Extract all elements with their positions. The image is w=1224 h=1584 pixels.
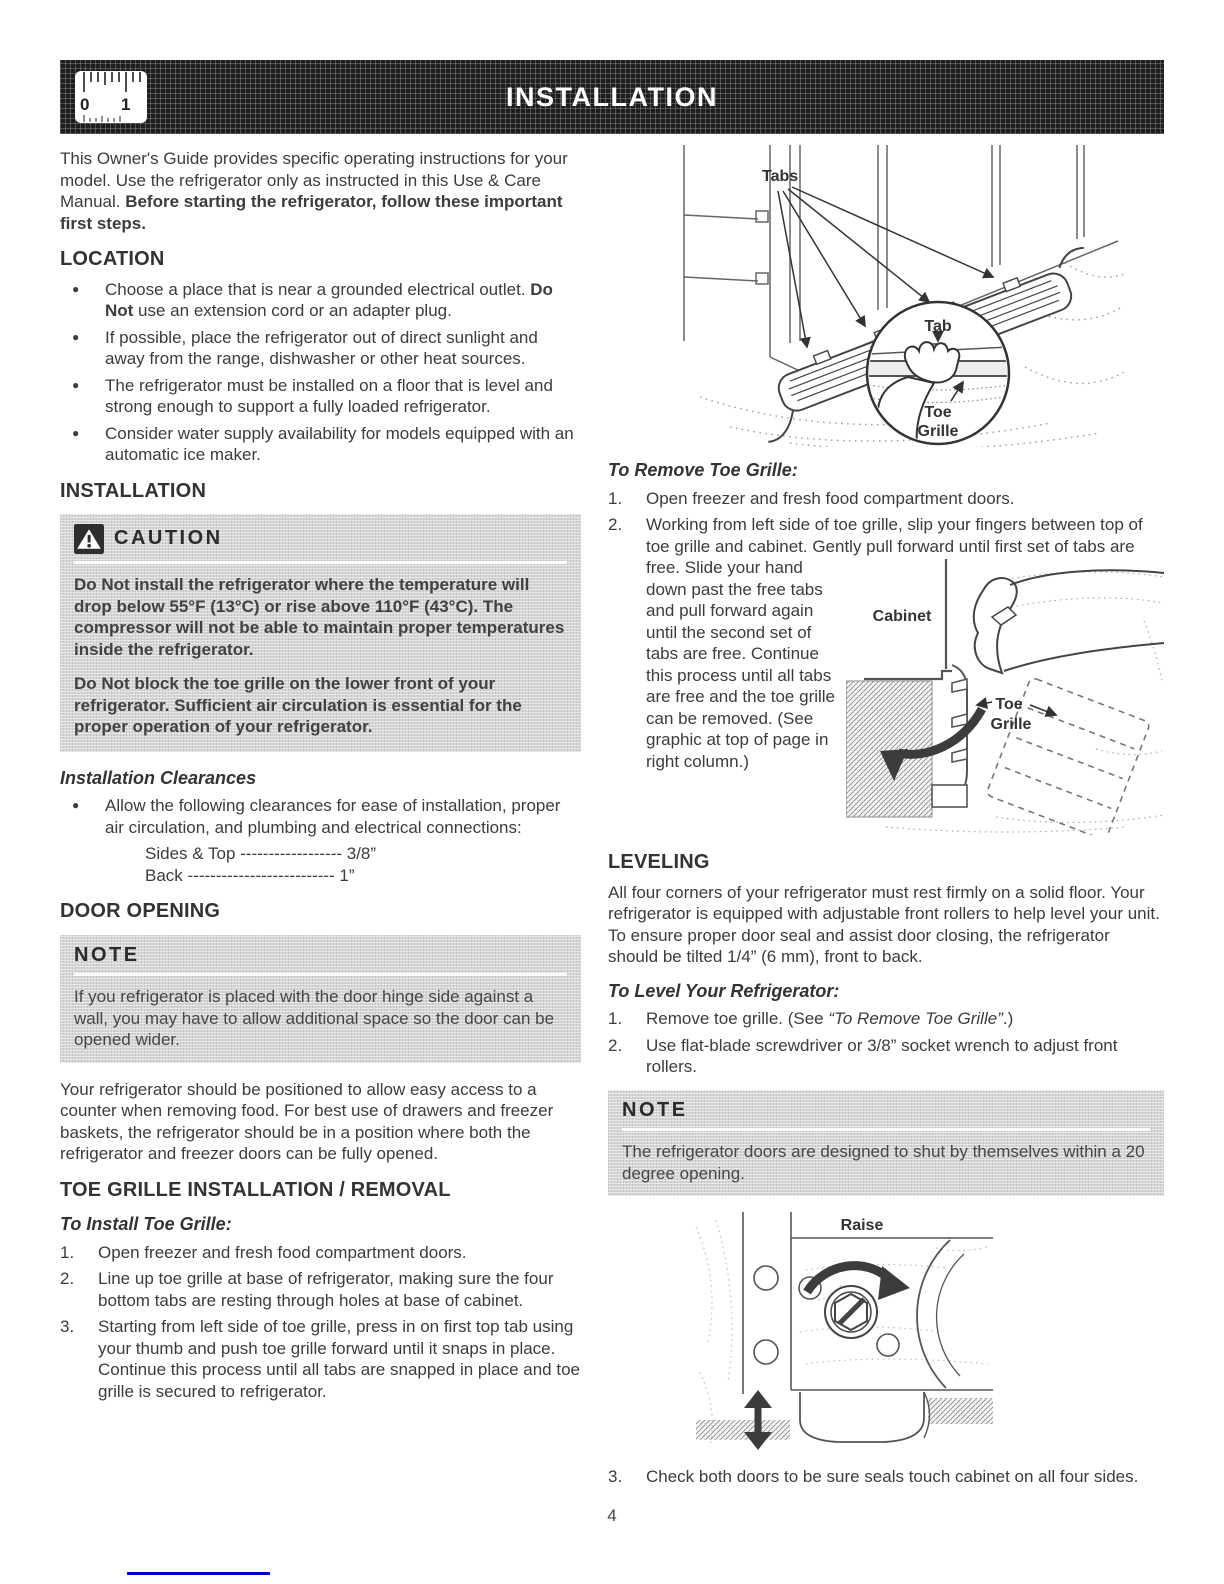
step-text: Check both doors to be sure seals touch cabinet on all four sides. — [646, 1467, 1139, 1486]
bullet-text: The refrigerator must be installed on a floor that is level and strong enough to support a fully loaded refrigerator. — [105, 375, 553, 416]
step-text — [646, 1008, 1164, 1030]
bullet-text-bold: Do Not — [105, 279, 553, 320]
ruler-mark-zero: 0 — [80, 95, 90, 114]
numbered-step — [60, 1242, 581, 1264]
label-tab: Tab — [924, 318, 952, 335]
list-item — [60, 327, 581, 370]
list-item — [60, 279, 581, 322]
caution-body — [74, 574, 567, 738]
caution-title: CAUTION — [114, 527, 223, 550]
heading-door-opening: DOOR OPENING — [60, 900, 221, 922]
bullet-text: Consider water supply availability for models equipped with an automatic ice maker. — [105, 423, 574, 464]
step-text-part-a: Working from left side of toe grille, slip your fingers between top of toe grille and cabinet. Gently pull — [646, 515, 1143, 556]
numbered-step — [608, 1035, 1164, 1078]
left-column — [60, 148, 581, 1407]
step-number: 1. — [608, 1009, 623, 1028]
intro-lead: This Owner's Guide provides specific operating instructions for your model. Use the refrigerator only as instructed in this Use & Care Manual. — [60, 149, 568, 211]
step-text-italic: “To Remove Toe Grille” — [828, 1009, 1003, 1028]
right-column — [608, 145, 1164, 1493]
caution-box — [60, 514, 581, 752]
label-raise: Raise — [840, 1217, 884, 1234]
note-title: NOTE — [622, 1098, 688, 1121]
leveling-paragraph: All four corners of your refrigerator must rest firmly on a solid floor. Your refrigerator is equipped with adjustable front rollers to help level your unit. To ensure proper door seal and assist door closing, the refrigerator should be tilted 1/4” (6 mm), front to back. — [608, 882, 1160, 966]
numbered-step — [608, 514, 1164, 837]
step-text: Line up toe grille at base of refrigerator, making sure the four bottom tabs are resting through holes at base of cabinet. — [98, 1269, 554, 1310]
clearance-row-back: Back -------------------------- 1” — [145, 865, 355, 885]
figure-toe-grille-overview — [670, 145, 1128, 447]
step-number: 1. — [608, 488, 623, 508]
heading-location: LOCATION — [60, 248, 165, 270]
note-title-row — [74, 945, 567, 977]
bullet-text — [105, 279, 581, 322]
bullet-icon: ● — [72, 281, 80, 296]
caution-title-row — [74, 524, 567, 564]
step-number: 2. — [60, 1269, 75, 1288]
note-title-row — [622, 1100, 1150, 1132]
label-toe: Toe — [924, 404, 952, 421]
figure-toe-grille-removal — [846, 559, 1164, 835]
ruler-mark-one: 1 — [121, 95, 131, 114]
caution-paragraph: Do Not block the toe grille on the lower front of your refrigerator. Sufficient air circulation is essential for the proper operation of your refrigerator. — [74, 674, 522, 736]
numbered-step — [60, 1316, 581, 1402]
label-toe: Toe — [995, 696, 1023, 713]
figure-leveling-roller — [688, 1212, 993, 1452]
intro-bold: Before starting the refrigerator, follow these important first steps. — [60, 192, 563, 233]
clearance-row-sides-top: Sides & Top ------------------ 3/8” — [145, 844, 377, 863]
heading-installation-clearances: Installation Clearances — [60, 767, 257, 788]
bullet-text: If possible, place the refrigerator out of direct sunlight and away from the range, dishwasher or other heat sources. — [105, 327, 538, 368]
label-cabinet: Cabinet — [872, 608, 932, 625]
step-text-pre: Remove toe grille. (See — [646, 1009, 829, 1028]
note-body: If you refrigerator is placed with the door hinge side against a wall, you may have to allow additional space so the door can be opened wider. — [74, 987, 555, 1049]
step-text: Use flat-blade screwdriver or 3/8” socket wrench to adjust front rollers. — [646, 1035, 1118, 1076]
list-item — [60, 423, 581, 466]
heading-level-your-refrigerator: To Level Your Refrigerator: — [608, 980, 840, 1001]
label-grille: Grille — [990, 716, 1032, 733]
numbered-step — [608, 488, 1164, 510]
step-text: Open freezer and fresh food compartment doors. — [646, 488, 1015, 508]
list-item — [60, 375, 581, 418]
bullet-icon: ● — [72, 377, 80, 392]
bullet-text-pre: Choose a place that is near a grounded electrical outlet. — [105, 279, 531, 299]
heading-remove-toe-grille: To Remove Toe Grille: — [608, 460, 798, 480]
footer-accent-line — [127, 1572, 270, 1575]
heading-install-toe-grille: To Install Toe Grille: — [60, 1214, 232, 1234]
step-number: 2. — [608, 1035, 623, 1055]
note-title: NOTE — [74, 943, 140, 966]
step-text — [646, 514, 1164, 837]
bullet-icon: ● — [72, 425, 80, 440]
step-number: 3. — [60, 1317, 75, 1336]
note-box-door-opening — [60, 935, 581, 1063]
step-text-post: .) — [1002, 1009, 1014, 1028]
bullet-icon: ● — [72, 329, 80, 344]
step-text: Open freezer and fresh food compartment doors. — [98, 1242, 467, 1262]
numbered-step — [608, 1466, 1164, 1488]
note-box-leveling — [608, 1090, 1164, 1197]
bullet-icon: ● — [72, 798, 80, 812]
step-number: 2. — [608, 515, 623, 534]
page-number: 4 — [607, 1506, 617, 1525]
numbered-step — [608, 1008, 1164, 1030]
list-item — [60, 795, 581, 838]
step-number: 3. — [608, 1467, 623, 1486]
heading-leveling: LEVELING — [608, 851, 710, 873]
warning-triangle-icon — [74, 524, 104, 554]
intro-paragraph — [60, 148, 581, 234]
label-tabs: Tabs — [762, 168, 799, 185]
numbered-step — [60, 1268, 581, 1311]
caution-paragraph: Do Not install the refrigerator where the temperature will drop below 55°F (13°C) or rise above 110°F (43°C). The compressor will not be able to maintain proper temperatures inside the refrigerator. — [74, 575, 565, 659]
note-body: The refrigerator doors are designed to shut by themselves within a 20 degree opening. — [622, 1142, 1145, 1183]
bullet-text-post: use an extension cord or an adapter plug. — [133, 301, 452, 320]
page-title: INSTALLATION — [506, 82, 718, 112]
heading-installation: INSTALLATION — [60, 479, 207, 502]
bullet-text: Allow the following clearances for ease of installation, proper air circulation, and plumbing and electrical connections: — [105, 796, 561, 837]
step-number: 1. — [60, 1242, 75, 1262]
door-opening-paragraph: Your refrigerator should be positioned to allow easy access to a counter when removing food. For best use of drawers and freezer baskets, the refrigerator should be in a position where both the refrigerator and freezer doors can be fully opened. — [60, 1079, 554, 1163]
heading-toe-grille: TOE GRILLE INSTALLATION / REMOVAL — [60, 1178, 451, 1201]
installation-banner — [60, 60, 1164, 134]
step-text: Starting from left side of toe grille, press in on first top tab using your thumb and push toe grille forward until it snaps in place. Continue this process until all tabs are snapped in place and toe grille is secured to refrigerator. — [98, 1317, 580, 1401]
step-text-part-b: forward until first set of tabs are free. Slide your hand down past the free tabs and pull forward again until the second set of tabs are free. Continue this process until all tabs are free and the toe grille can be removed. (See graphic at top of page in right column.) — [646, 536, 1135, 771]
label-grille: Grille — [917, 423, 959, 440]
